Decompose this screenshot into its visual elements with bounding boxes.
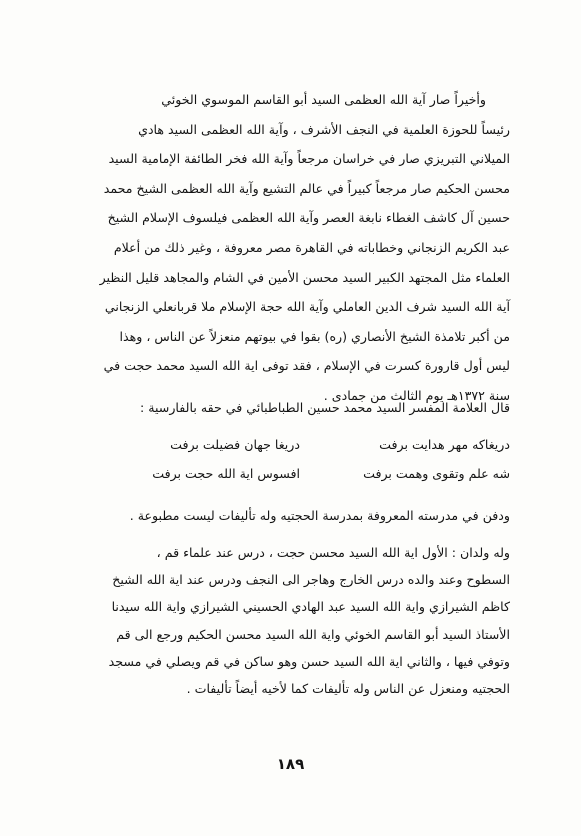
poem-verse [110, 430, 510, 459]
text-line: وأخيراً صار آية الله العظمى السيد أبو القاسم الموسوي الخوئي [161, 92, 486, 107]
paragraph-sons [88, 539, 510, 702]
persian-poem [110, 430, 510, 488]
text-line: ليس أول قارورة كسرت في الإسلام ، فقد توفى اية الله السيد محمد حجت في [103, 358, 510, 374]
poem-hemistich-right: شه علم وتقوى وهمت برفت [363, 466, 510, 481]
text-line: الحجتيه ومنعزل عن الناس وله تأليفات كما لأخيه أيضاً تأليفات . [186, 681, 510, 697]
text-line: العلماء مثل المجتهد الكبير السيد محسن الأمين في الشام والمجاهد قليل النظير [99, 269, 510, 285]
page-number: ١٨٩ [276, 755, 305, 773]
poem-hemistich-right: دريغاكه مهر هدايت برفت [379, 437, 510, 452]
text-line: رئيساً للحوزة العلمية في النجف الأشرف ، وآية الله العظمى السيد هادي [138, 121, 510, 137]
text-line: من أكبر تلامذة الشيخ الأنصاري (ره) بقوا في بيوتهم منعزلاً عن الناس ، وهذا [119, 328, 510, 344]
burial-note: ودفن في مدرسته المعروفة بمدرسة الحجتيه وله تأليفات ليست مطبوعة . [129, 508, 510, 523]
text-line: وتوفي فيها ، والثاني اية الله السيد حسن وهو ساكن في قم ويصلي في مسجد [108, 653, 510, 669]
text-line: عبد الكريم الزنجاني وخطاباته في القاهرة مصر معروفة ، وغير ذلك من أعلام [113, 239, 510, 255]
poem-hemistich-left: افسوس اية الله حجت برفت [152, 466, 300, 481]
text-line: الأستاذ السيد أبو القاسم الخوئي واية الله السيد محسن الحكيم ورجع الى قم [116, 626, 510, 642]
poem-verse [110, 459, 510, 488]
quote-intro: قال العلامة المفسر السيد محمد حسين الطباطبائي في حقه بالفارسية : [140, 400, 510, 415]
text-line: آية الله السيد شرف الدين العاملي وآية الله حجة الإسلام ملا قربانعلي الزنجاني [104, 299, 510, 315]
text-line: وله ولدان : الأول اية الله السيد محسن حجت ، درس عند علماء قم ، [156, 545, 510, 560]
paragraph-scholars [88, 85, 510, 411]
text-line: محسن الحكيم صار مرجعاً كبيراً في عالم التشيع وآية الله العظمى الشيخ محمد [103, 180, 510, 196]
text-line: سنة ١٣٧٢هـ يوم الثالث من جمادى . [323, 387, 510, 403]
text-line: حسين آل كاشف الغطاء نابغة العصر وآية الله العظمى فيلسوف الإسلام الشيخ [107, 210, 510, 226]
text-line: السطوح وعند والده درس الخارج وهاجر الى النجف ودرس عند اية الله الشيخ [112, 572, 510, 588]
poem-hemistich-left: دريغا جهان فضيلت برفت [170, 437, 300, 452]
text-line: الميلاني التبريزي صار في خراسان مرجعاً وآية الله فخر الطائفة الإمامية السيد [108, 151, 510, 167]
text-line: كاظم الشيرازي واية الله السيد عبد الهادي الحسيني الشيرازي واية الله سيدنا [111, 599, 510, 615]
